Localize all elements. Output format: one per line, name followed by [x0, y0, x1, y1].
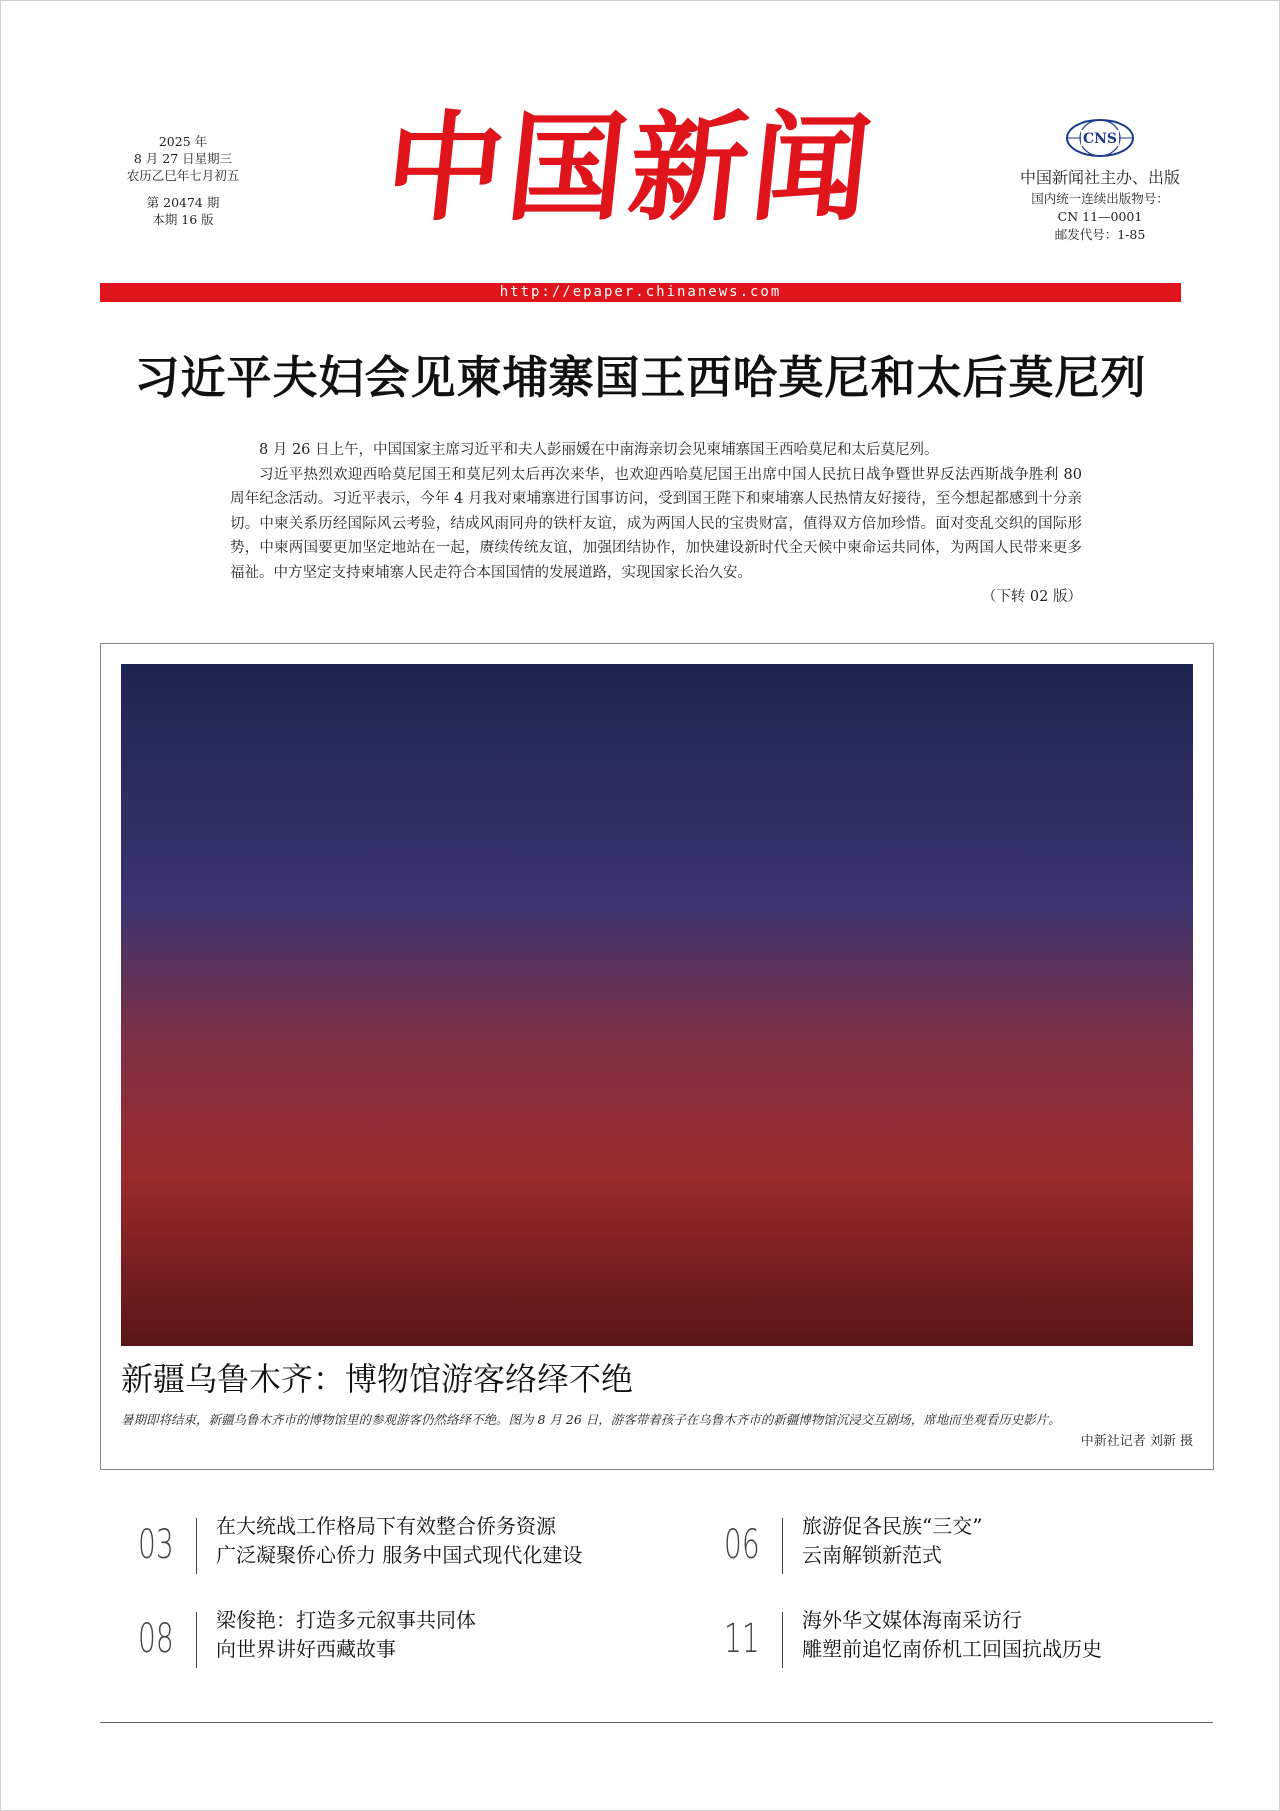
- lead-article: [230, 438, 1082, 610]
- index-headline: [216, 1512, 676, 1570]
- epaper-url-link[interactable]: http://epaper.chinanews.com: [499, 284, 782, 300]
- index-headline: [216, 1606, 676, 1664]
- index-line: 雕塑前追忆南侨机工回国抗战历史: [802, 1637, 1102, 1661]
- photo-caption: 暑期即将结束，新疆乌鲁木齐市的博物馆里的参观游客仍然络绎不绝。图为 8 月 26 日，游客带着孩子在乌鲁木齐市的新疆博物馆沉浸交互剧场，席地而坐观看历史影片。: [121, 1412, 1061, 1427]
- index-item[interactable]: [724, 1604, 1244, 1674]
- cns-logo-icon: [1065, 118, 1135, 158]
- registration-label: 国内统一连续出版物号：: [1031, 191, 1169, 206]
- inside-pages-index: [130, 1510, 1190, 1710]
- index-line: 向世界讲好西藏故事: [216, 1637, 396, 1661]
- masthead-red-bar: [100, 283, 1181, 302]
- lead-paragraph: 习近平热烈欢迎西哈莫尼国王和莫尼列太后再次来华，也欢迎西哈莫尼国王出席中国人民抗日战争暨世界反法西斯战争胜利 80 周年纪念活动。习近平表示，今年 4 月我对柬埔寨进行国事访问，受到国王陛下和柬埔寨人民热情友好接待，至今想起都感到十分亲切。中柬关系历经国际风云考验，结成风雨同舟的铁杆友谊，成为两国人民的宝贵财富，值得双方倍加珍惜。面对变乱交织的国际形势，中柬两国要更加坚定地站在一起，赓续传统友谊，加强团结协作，加快建设新时代全天候中柬命运共同体，为两国人民带来更多福祉。中方坚定支持柬埔寨人民走符合本国国情的发展道路，实现国家长治久安。: [230, 466, 1082, 581]
- index-line: 旅游促各民族“三交”: [802, 1514, 983, 1538]
- index-headline: [802, 1512, 1262, 1570]
- registration-number: CN 11—0001: [1057, 209, 1143, 224]
- index-headline: [802, 1606, 1262, 1664]
- index-page-number: 06: [724, 1522, 760, 1568]
- continued-on-page-link[interactable]: （下转 02 版）: [981, 589, 1082, 605]
- index-item[interactable]: [138, 1604, 658, 1674]
- index-page-number: 03: [138, 1522, 174, 1568]
- index-divider: [782, 1518, 783, 1574]
- index-divider: [196, 1612, 197, 1668]
- index-line: 海外华文媒体海南采访行: [802, 1608, 1022, 1632]
- photo-title[interactable]: 新疆乌鲁木齐：博物馆游客络绎不绝: [121, 1360, 634, 1398]
- index-divider: [782, 1612, 783, 1668]
- issue-pages: 本期 16 版: [152, 212, 214, 227]
- publisher-block: [1000, 118, 1200, 244]
- masthead-title: 中国新闻: [378, 98, 882, 237]
- index-page-number: 08: [138, 1616, 174, 1662]
- index-page-number: 11: [724, 1616, 760, 1662]
- index-item[interactable]: [138, 1510, 658, 1580]
- feature-photo-box: [100, 643, 1214, 1470]
- index-line: 云南解锁新范式: [802, 1543, 942, 1567]
- date-block: [108, 133, 258, 228]
- publisher-name: 中国新闻社主办、出版: [1019, 168, 1180, 187]
- index-divider: [196, 1518, 197, 1574]
- index-line: 在大统战工作格局下有效整合侨务资源: [216, 1514, 556, 1538]
- index-line: 梁俊艳：打造多元叙事共同体: [216, 1608, 476, 1632]
- date-day: 8 月 27 日星期三: [133, 151, 233, 166]
- feature-photo[interactable]: [121, 664, 1193, 1346]
- date-year: 2025 年: [158, 134, 208, 149]
- postal-code: 邮发代号：1-85: [1054, 227, 1146, 242]
- date-lunar: 农历乙巳年七月初五: [126, 168, 240, 183]
- photo-credit: 中新社记者 刘新 摄: [1080, 1434, 1193, 1449]
- lead-paragraph: 8 月 26 日上午，中国国家主席习近平和夫人彭丽媛在中南海亲切会见柬埔寨国王西哈莫尼和太后莫尼列。: [259, 442, 939, 458]
- issue-number: 第 20474 期: [146, 195, 220, 210]
- main-headline[interactable]: 习近平夫妇会见柬埔寨国王西哈莫尼和太后莫尼列: [134, 351, 1147, 404]
- cns-logo-text: CNS: [1082, 131, 1118, 147]
- index-line: 广泛凝聚侨心侨力 服务中国式现代化建设: [216, 1543, 583, 1567]
- index-item[interactable]: [724, 1510, 1244, 1580]
- masthead: [370, 88, 890, 268]
- bottom-rule: [100, 1722, 1213, 1723]
